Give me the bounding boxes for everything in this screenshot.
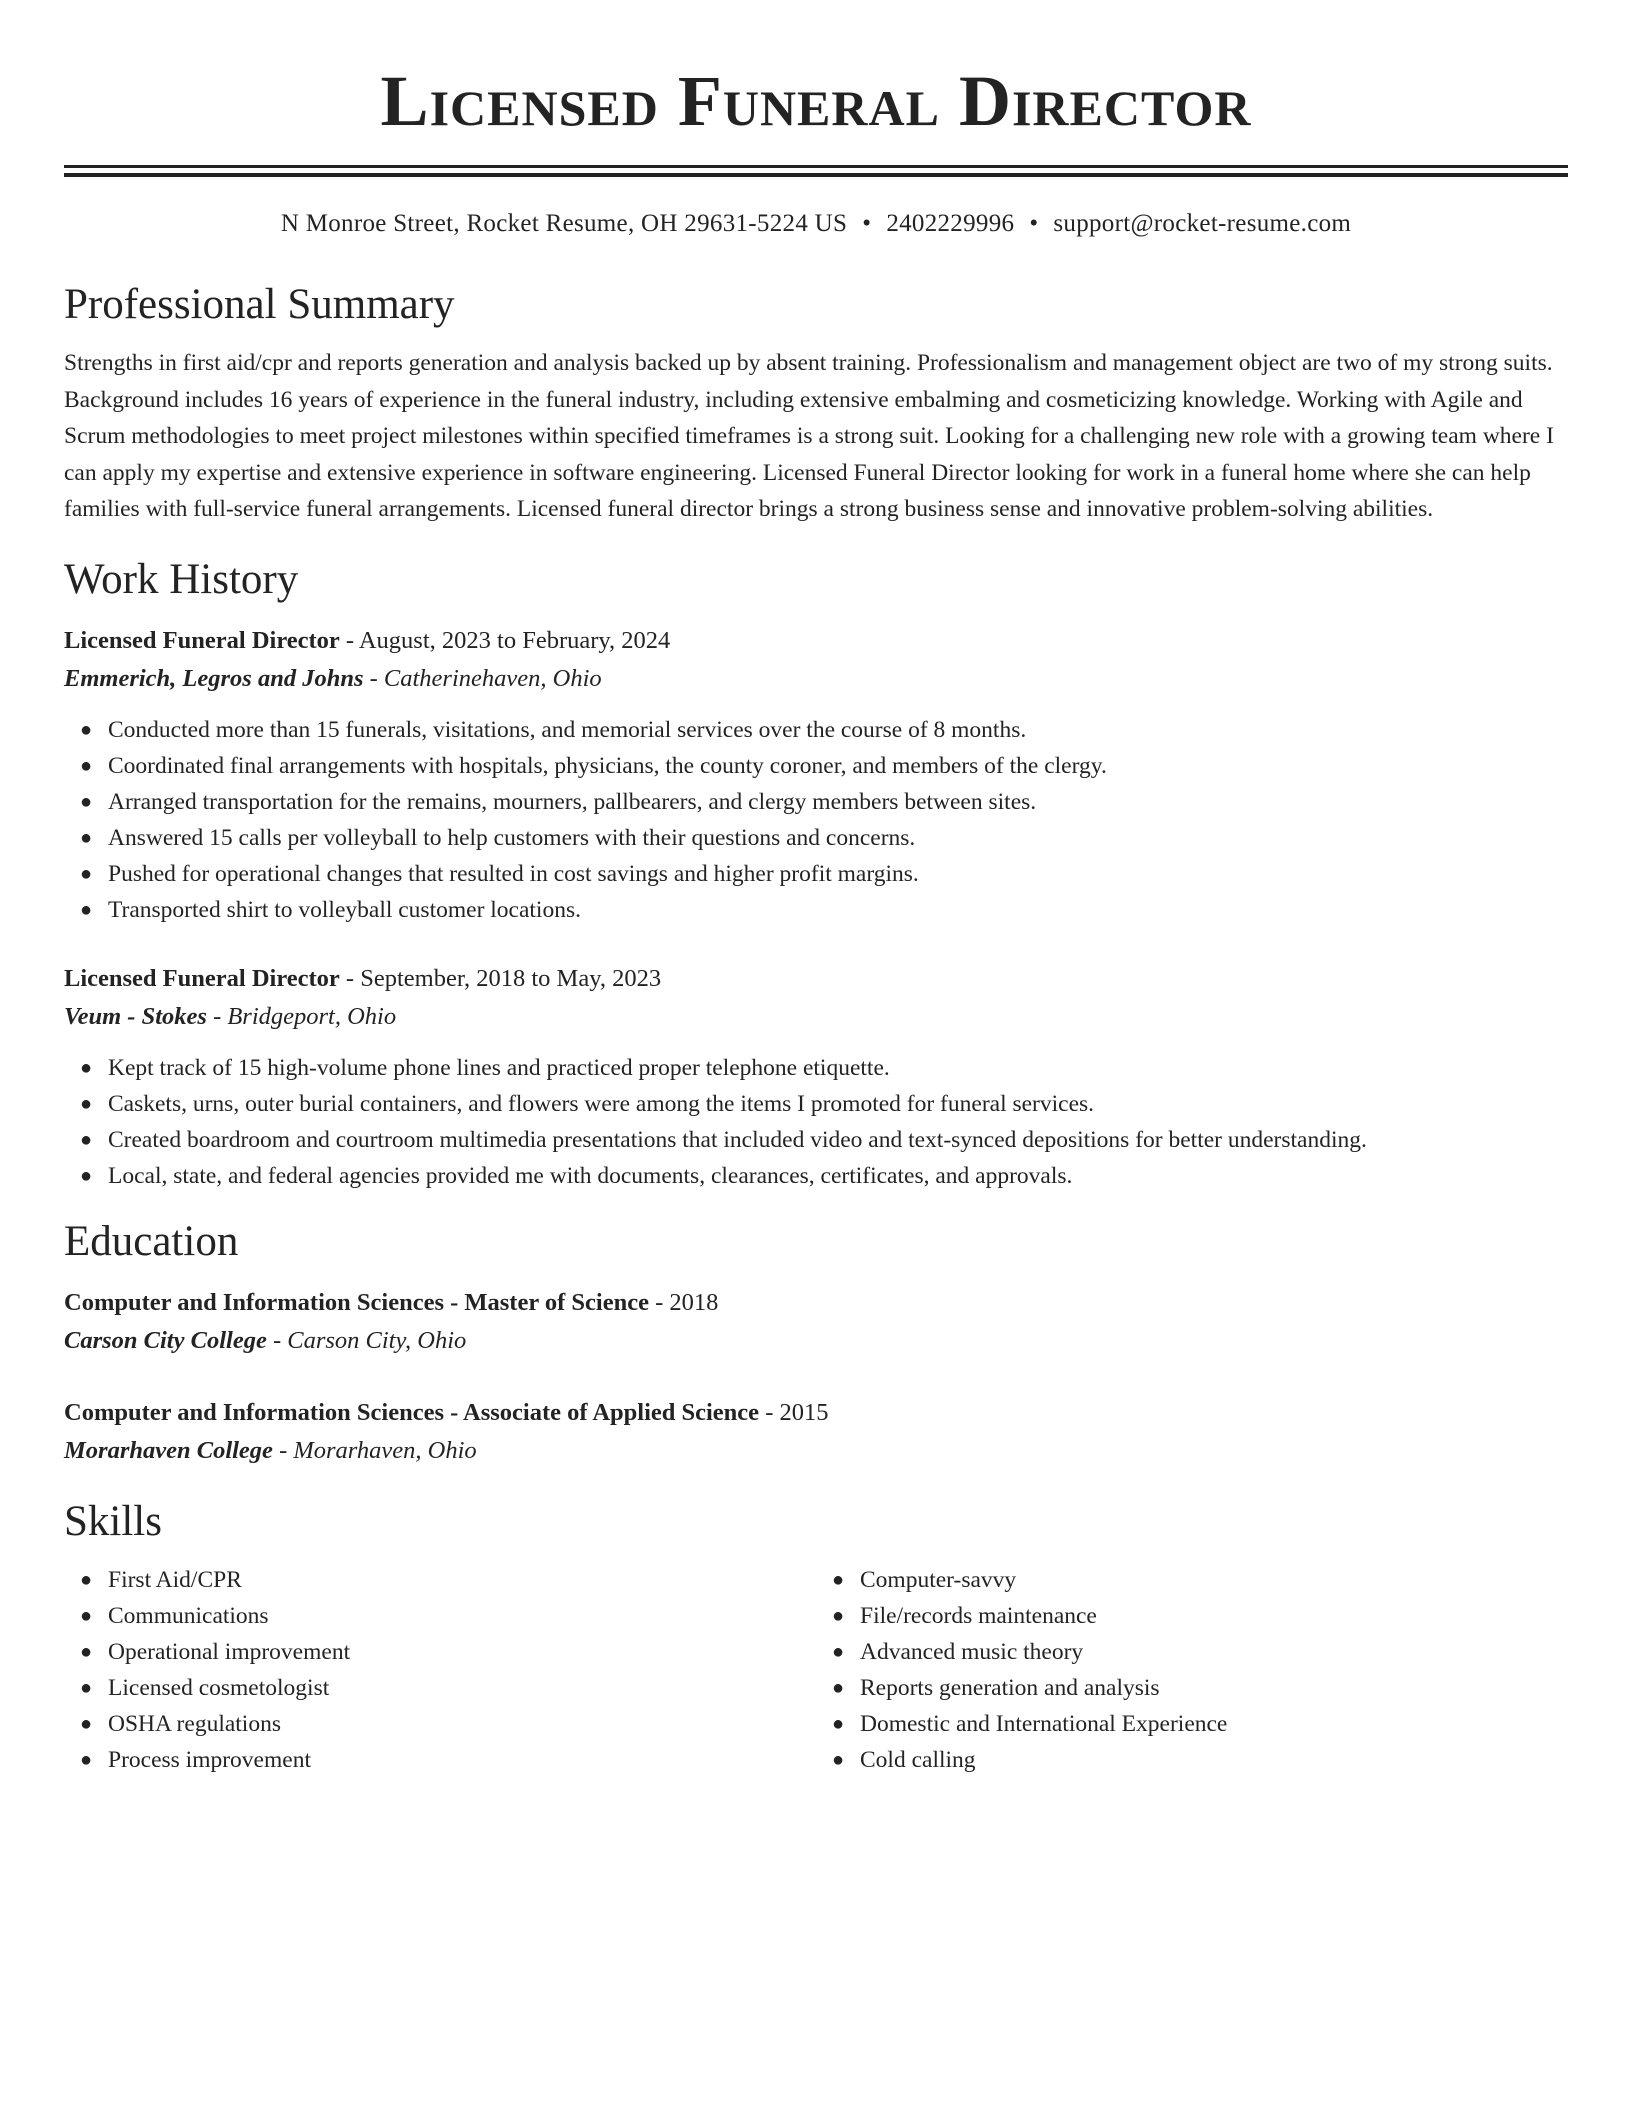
list-item bbox=[832, 1742, 1568, 1778]
job-employer: Veum - Stokes bbox=[64, 1002, 207, 1030]
list-item bbox=[80, 856, 1568, 892]
contact-email: support@rocket-resume.com bbox=[1053, 210, 1352, 237]
school-line bbox=[64, 1322, 1568, 1360]
list-item bbox=[832, 1706, 1568, 1742]
bullet-icon: ● bbox=[80, 826, 93, 849]
duty-text: Kept track of 15 high-volume phone lines and practiced proper telephone etiquette. bbox=[108, 1054, 890, 1081]
skill-text: Advanced music theory bbox=[860, 1638, 1084, 1665]
list-item bbox=[80, 1670, 816, 1706]
job-dates: - August, 2023 to February, 2024 bbox=[339, 626, 671, 654]
bullet-icon: ● bbox=[80, 1640, 93, 1663]
job-employer-line bbox=[64, 660, 1568, 698]
job-duties-list bbox=[64, 712, 1568, 928]
bullet-icon: ● bbox=[832, 1604, 845, 1627]
degree-line bbox=[64, 1394, 1568, 1432]
contact-separator: • bbox=[862, 210, 872, 237]
duty-text: Arranged transportation for the remains, mourners, pallbearers, and clergy members between sites. bbox=[108, 788, 1037, 815]
skill-text: Cold calling bbox=[860, 1746, 976, 1773]
list-item bbox=[80, 1598, 816, 1634]
bullet-icon: ● bbox=[80, 862, 93, 885]
contact-line bbox=[64, 207, 1568, 241]
bullet-icon: ● bbox=[80, 898, 93, 921]
duty-text: Created boardroom and courtroom multimedia presentations that included video and text-synced depositions for better understanding. bbox=[108, 1126, 1367, 1153]
list-item bbox=[80, 820, 1568, 856]
bullet-icon: ● bbox=[80, 1604, 93, 1627]
school-location: - Morarhaven, Ohio bbox=[272, 1436, 477, 1464]
job-entry bbox=[64, 960, 1568, 1194]
skill-text: OSHA regulations bbox=[108, 1710, 281, 1737]
skill-text: Operational improvement bbox=[108, 1638, 351, 1665]
list-item bbox=[80, 784, 1568, 820]
contact-address: N Monroe Street, Rocket Resume, OH 29631-5224 US bbox=[280, 210, 848, 237]
skill-text: File/records maintenance bbox=[860, 1602, 1097, 1629]
contact-phone: 2402229996 bbox=[886, 210, 1015, 237]
bullet-icon: ● bbox=[80, 1092, 93, 1115]
bullet-icon: ● bbox=[80, 718, 93, 741]
list-item bbox=[80, 1742, 816, 1778]
skill-text: Process improvement bbox=[108, 1746, 311, 1773]
education-heading: Education bbox=[64, 1217, 239, 1265]
education-entry bbox=[64, 1394, 1568, 1470]
job-location: - Catherinehaven, Ohio bbox=[363, 664, 602, 692]
summary-text: Strengths in first aid/cpr and reports generation and analysis backed up by absent training. Professionalism and management object are two of my strong suits. Background includes 16 years of experience in the funeral industry, including extensive embalming and cosmeticizing knowledge. Working with Agile and Scrum methodologies to meet project milestones within specified timeframes is a strong suit. Looking for a challenging new role with a growing team where I can apply my expertise and extensive experience in software engineering. Licensed Funeral Director looking for work in a funeral home where she can help families with full-service funeral arrangements. Licensed funeral director brings a strong business sense and innovative problem-solving abilities. bbox=[64, 350, 1554, 522]
school-name: Morarhaven College bbox=[64, 1436, 273, 1464]
list-item bbox=[80, 1562, 816, 1598]
job-title-line bbox=[64, 960, 1568, 998]
job-dates: - September, 2018 to May, 2023 bbox=[339, 964, 662, 992]
job-entry bbox=[64, 622, 1568, 928]
bullet-icon: ● bbox=[80, 754, 93, 777]
skills-list-left bbox=[64, 1562, 816, 1778]
bullet-icon: ● bbox=[832, 1676, 845, 1699]
summary-heading: Professional Summary bbox=[64, 281, 455, 328]
duty-text: Conducted more than 15 funerals, visitations, and memorial services over the course of 8 months. bbox=[108, 716, 1027, 743]
list-item bbox=[832, 1598, 1568, 1634]
degree-year: - 2018 bbox=[648, 1288, 719, 1316]
skills-columns bbox=[64, 1562, 1568, 1778]
title-divider bbox=[64, 165, 1568, 177]
bullet-icon: ● bbox=[832, 1748, 845, 1771]
list-item bbox=[80, 892, 1568, 928]
job-title: Licensed Funeral Director bbox=[64, 626, 340, 654]
job-duties-list bbox=[64, 1050, 1568, 1194]
skill-text: Domestic and International Experience bbox=[860, 1710, 1228, 1737]
bullet-icon: ● bbox=[832, 1640, 845, 1663]
duty-text: Pushed for operational changes that resulted in cost savings and higher profit margins. bbox=[108, 860, 919, 887]
school-name: Carson City College bbox=[64, 1326, 267, 1354]
bullet-icon: ● bbox=[80, 1748, 93, 1771]
bullet-icon: ● bbox=[832, 1712, 845, 1735]
duty-text: Answered 15 calls per volleyball to help customers with their questions and concerns. bbox=[108, 824, 916, 851]
bullet-icon: ● bbox=[80, 1056, 93, 1079]
bullet-icon: ● bbox=[80, 1164, 93, 1187]
list-item bbox=[80, 1158, 1568, 1194]
degree-name: Computer and Information Sciences - Associate of Applied Science bbox=[64, 1398, 760, 1426]
list-item bbox=[832, 1634, 1568, 1670]
bullet-icon: ● bbox=[80, 1676, 93, 1699]
skill-text: Computer-savvy bbox=[860, 1566, 1017, 1593]
degree-line bbox=[64, 1284, 1568, 1322]
skill-text: Reports generation and analysis bbox=[860, 1674, 1160, 1701]
degree-year: - 2015 bbox=[759, 1398, 829, 1426]
list-item bbox=[80, 1634, 816, 1670]
job-employer: Emmerich, Legros and Johns bbox=[64, 664, 364, 692]
contact-separator: • bbox=[1029, 210, 1039, 237]
job-location: - Bridgeport, Ohio bbox=[206, 1002, 397, 1030]
bullet-icon: ● bbox=[80, 1568, 93, 1591]
skills-list-right bbox=[816, 1562, 1568, 1778]
bullet-icon: ● bbox=[80, 790, 93, 813]
bullet-icon: ● bbox=[80, 1128, 93, 1151]
skill-text: First Aid/CPR bbox=[108, 1566, 242, 1593]
school-location: - Carson City, Ohio bbox=[266, 1326, 467, 1354]
duty-text: Caskets, urns, outer burial containers, and flowers were among the items I promoted for funeral services. bbox=[108, 1090, 1095, 1117]
bullet-icon: ● bbox=[80, 1712, 93, 1735]
resume-title: Licensed Funeral Director bbox=[380, 61, 1252, 141]
work-history-heading: Work History bbox=[64, 555, 299, 603]
education-entry bbox=[64, 1284, 1568, 1360]
skills-heading: Skills bbox=[64, 1497, 162, 1545]
skill-text: Communications bbox=[108, 1602, 269, 1629]
duty-text: Transported shirt to volleyball customer locations. bbox=[108, 896, 581, 923]
job-title: Licensed Funeral Director bbox=[64, 964, 340, 992]
list-item bbox=[80, 748, 1568, 784]
duty-text: Coordinated final arrangements with hospitals, physicians, the county coroner, and members of the clergy. bbox=[108, 752, 1107, 779]
list-item bbox=[80, 1050, 1568, 1086]
degree-name: Computer and Information Sciences - Master of Science bbox=[64, 1288, 649, 1316]
bullet-icon: ● bbox=[832, 1568, 845, 1591]
list-item bbox=[80, 1086, 1568, 1122]
job-title-line bbox=[64, 622, 1568, 660]
duty-text: Local, state, and federal agencies provided me with documents, clearances, certificates, and approvals. bbox=[108, 1162, 1073, 1189]
list-item bbox=[832, 1562, 1568, 1598]
list-item bbox=[80, 1122, 1568, 1158]
list-item bbox=[80, 712, 1568, 748]
resume-page bbox=[64, 0, 1568, 1778]
list-item bbox=[832, 1670, 1568, 1706]
job-employer-line bbox=[64, 998, 1568, 1036]
list-item bbox=[80, 1706, 816, 1742]
skill-text: Licensed cosmetologist bbox=[108, 1674, 330, 1701]
school-line bbox=[64, 1432, 1568, 1470]
